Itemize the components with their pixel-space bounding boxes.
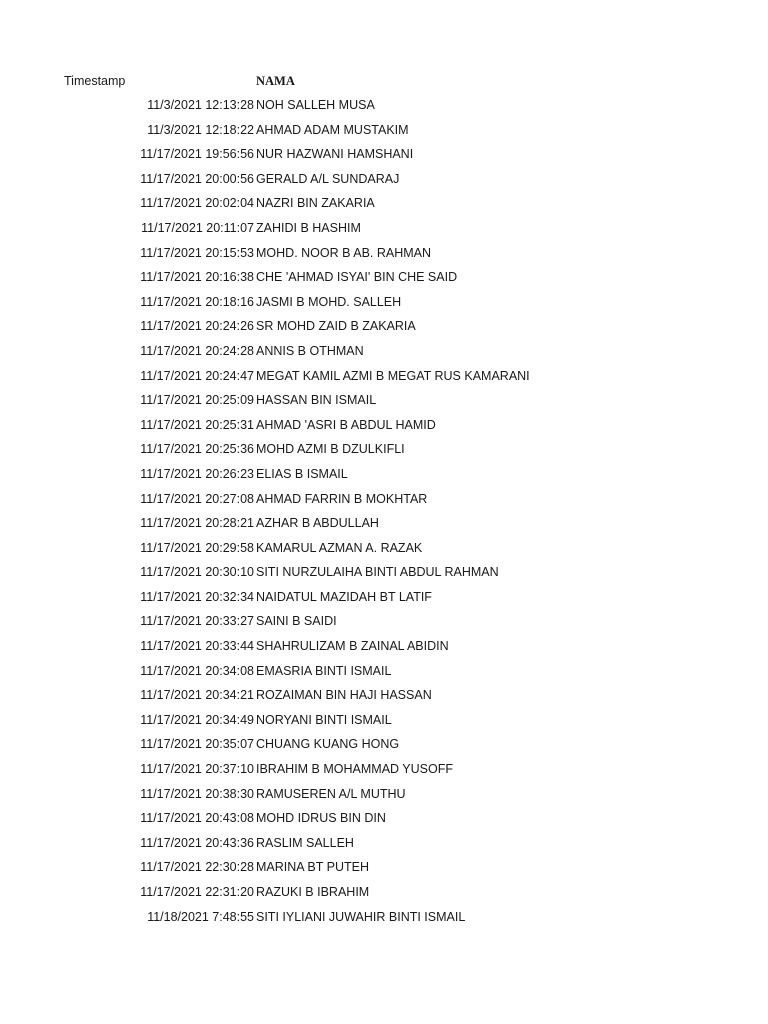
timestamp-cell: 11/17/2021 20:02:04 [140,196,254,211]
timestamp-column-header: Timestamp [64,74,126,88]
timestamp-cell: 11/17/2021 20:30:10 [140,565,254,580]
name-cell: KAMARUL AZMAN A. RAZAK [256,540,423,555]
name-cell: ZAHIDI B HASHIM [256,220,361,235]
timestamp-cell: 11/3/2021 12:18:22 [147,122,254,137]
name-cell: AZHAR B ABDULLAH [256,516,379,531]
table-row [0,170,768,195]
name-cell: RASLIM SALLEH [256,835,354,850]
table-row [0,367,768,392]
table-row [0,465,768,490]
table-row [0,440,768,465]
timestamp-cell: 11/17/2021 20:16:38 [140,270,254,285]
table-row [0,760,768,785]
table-row [0,244,768,269]
table-row [0,96,768,121]
timestamp-cell: 11/17/2021 20:37:10 [140,762,254,777]
table-row [0,539,768,564]
table-row [0,711,768,736]
timestamp-cell: 11/17/2021 20:18:16 [140,294,254,309]
timestamp-cell: 11/17/2021 22:31:20 [140,885,254,899]
timestamp-cell: 11/17/2021 20:33:44 [140,639,254,654]
name-cell: MOHD IDRUS BIN DIN [256,811,386,826]
table-row [0,662,768,687]
name-cell: SAINI B SAIDI [256,614,337,629]
name-cell: NAZRI BIN ZAKARIA [256,196,375,211]
timestamp-cell: 11/17/2021 20:35:07 [140,737,254,752]
name-cell: AHMAD FARRIN B MOKHTAR [256,491,428,506]
name-cell: AHMAD 'ASRI B ABDUL HAMID [256,417,436,432]
timestamp-cell: 11/17/2021 20:43:08 [140,811,254,826]
table-row [0,858,768,883]
table-row [0,563,768,588]
table-row [0,317,768,342]
name-cell: SITI IYLIANI JUWAHIR BINTI ISMAIL [256,909,466,924]
timestamp-cell: 11/17/2021 20:24:47 [140,368,254,383]
table-row [0,883,768,908]
data-rows [0,96,768,932]
table-row [0,809,768,834]
table-row [0,686,768,711]
name-cell: NAIDATUL MAZIDAH BT LATIF [256,589,432,604]
table-row [0,637,768,662]
table-row [0,268,768,293]
name-cell: SR MOHD ZAID B ZAKARIA [256,319,416,334]
timestamp-cell: 11/17/2021 20:25:36 [140,442,254,457]
name-cell: IBRAHIM B MOHAMMAD YUSOFF [256,762,454,777]
timestamp-cell: 11/17/2021 20:34:08 [140,663,254,678]
timestamp-cell: 11/17/2021 20:34:49 [140,712,254,727]
nama-column-header: NAMA [256,74,295,88]
table-row [0,145,768,170]
table-row [0,342,768,367]
table-row [0,735,768,760]
table-row [0,612,768,637]
name-cell: SITI NURZULAIHA BINTI ABDUL RAHMAN [256,565,499,580]
timestamp-cell: 11/17/2021 20:32:34 [140,589,254,604]
name-cell: GERALD A/L SUNDARAJ [256,171,400,186]
timestamp-cell: 11/17/2021 20:29:58 [140,540,254,555]
table-row [0,834,768,859]
table-row [0,490,768,515]
timestamp-cell: 11/3/2021 12:13:28 [147,98,254,112]
table-row [0,908,768,933]
name-cell: MARINA BT PUTEH [256,860,369,875]
timestamp-cell: 11/17/2021 20:38:30 [140,786,254,801]
name-cell: NUR HAZWANI HAMSHANI [256,147,414,162]
table-row [0,588,768,613]
timestamp-cell: 11/17/2021 19:56:56 [140,147,254,162]
name-cell: CHE 'AHMAD ISYAI' BIN CHE SAID [256,270,458,285]
name-cell: NOH SALLEH MUSA [256,98,375,112]
name-cell: NORYANI BINTI ISMAIL [256,712,392,727]
timestamp-cell: 11/17/2021 20:25:09 [140,393,254,408]
name-cell: SHAHRULIZAM B ZAINAL ABIDIN [256,639,449,654]
timestamp-cell: 11/17/2021 20:28:21 [140,516,254,531]
name-cell: MEGAT KAMIL AZMI B MEGAT RUS KAMARANI [256,368,530,383]
name-cell: MOHD. NOOR B AB. RAHMAN [256,245,432,260]
name-cell: RAZUKI B IBRAHIM [256,885,370,899]
table-row [0,514,768,539]
timestamp-cell: 11/17/2021 20:26:23 [140,466,254,481]
timestamp-cell: 11/17/2021 20:24:26 [140,319,254,334]
table-row [0,219,768,244]
name-cell: EMASRIA BINTI ISMAIL [256,663,392,678]
name-cell: ROZAIMAN BIN HAJI HASSAN [256,688,432,703]
name-cell: JASMI B MOHD. SALLEH [256,294,402,309]
name-cell: MOHD AZMI B DZULKIFLI [256,442,405,457]
timestamp-cell: 11/17/2021 20:34:21 [140,688,254,703]
table-row [0,416,768,441]
table-row [0,194,768,219]
table-row [0,293,768,318]
timestamp-cell: 11/17/2021 20:25:31 [140,417,254,432]
timestamp-cell: 11/17/2021 20:27:08 [140,491,254,506]
timestamp-cell: 11/18/2021 7:48:55 [147,909,254,924]
timestamp-cell: 11/17/2021 20:43:36 [140,835,254,850]
table-row [0,785,768,810]
name-cell: AHMAD ADAM MUSTAKIM [256,122,409,137]
timestamp-cell: 11/17/2021 20:33:27 [140,614,254,629]
name-cell: HASSAN BIN ISMAIL [256,393,377,408]
timestamp-cell: 11/17/2021 20:11:07 [141,220,254,235]
name-cell: ELIAS B ISMAIL [256,466,348,481]
timestamp-cell: 11/17/2021 22:30:28 [140,860,254,875]
name-cell: RAMUSEREN A/L MUTHU [256,786,406,801]
timestamp-cell: 11/17/2021 20:24:28 [140,343,254,358]
table-row [0,391,768,416]
name-cell: ANNIS B OTHMAN [256,343,364,358]
timestamp-cell: 11/17/2021 20:15:53 [140,245,254,260]
timestamp-cell: 11/17/2021 20:00:56 [140,171,254,186]
name-cell: CHUANG KUANG HONG [256,737,400,752]
table-row [0,121,768,146]
